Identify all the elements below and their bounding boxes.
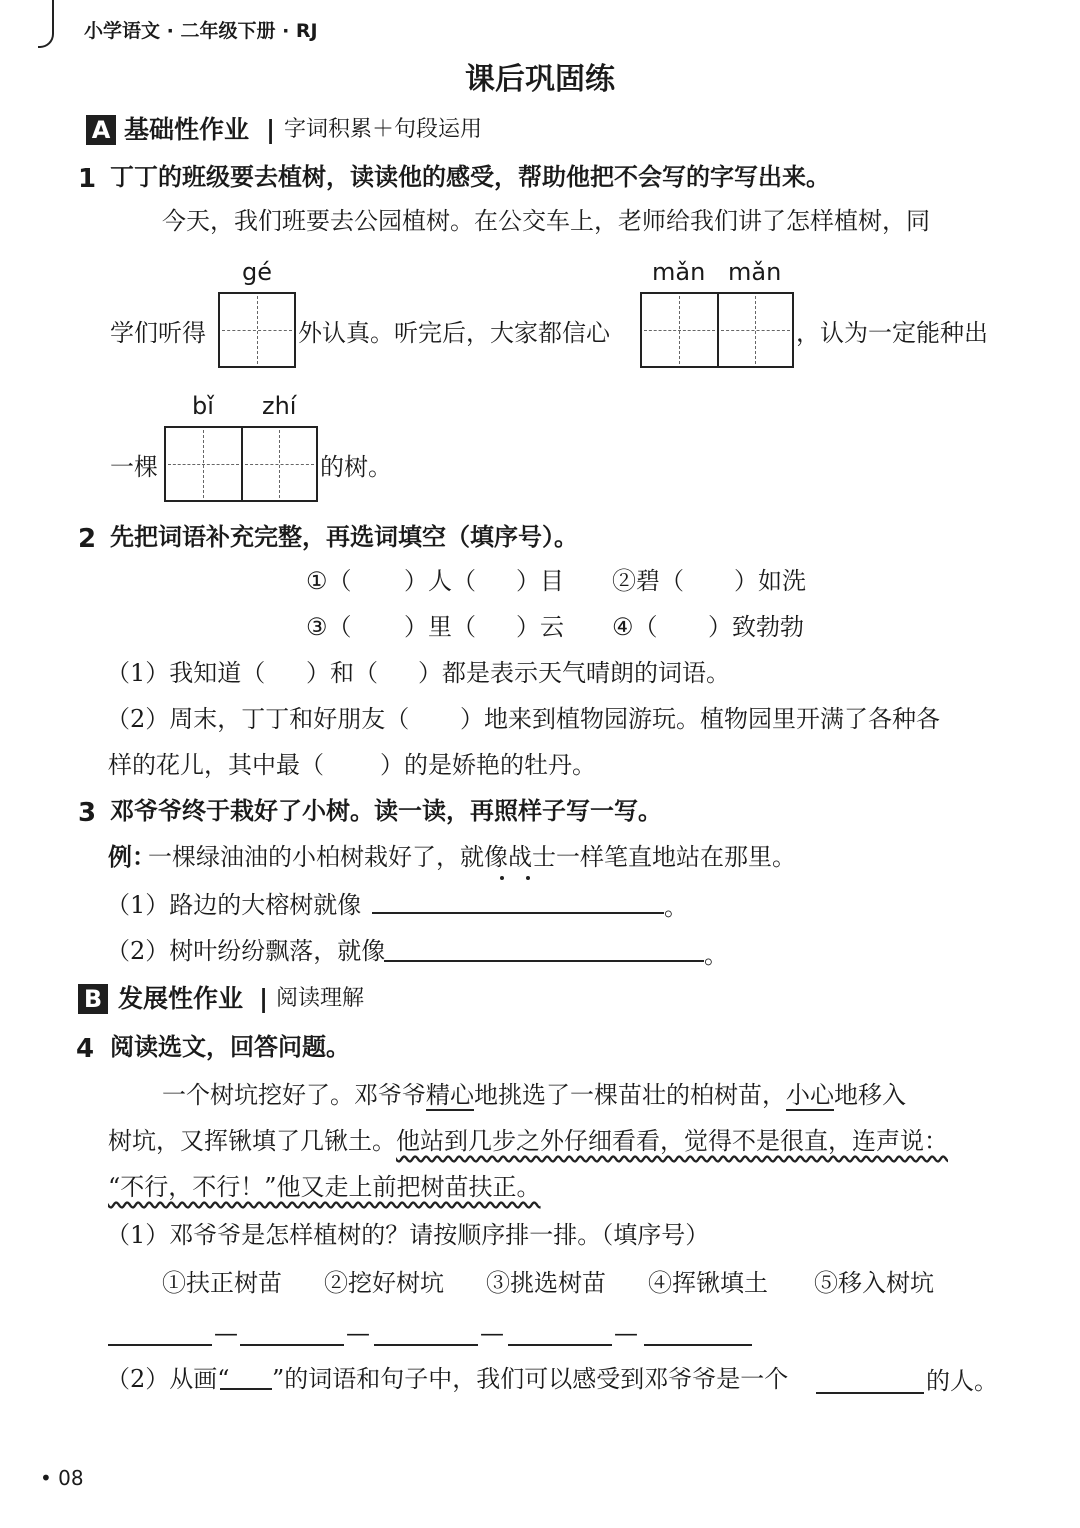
q4-question2-a: （2）从画“ xyxy=(106,1365,230,1393)
q3-example-text: 一棵绿油油的小柏树栽好了，就像战士一样笔直地站在那里。 xyxy=(148,843,796,871)
order-dash-3: — xyxy=(480,1319,504,1347)
q2-word2-a: ②碧（ xyxy=(612,567,684,595)
q1-prompt: 丁丁的班级要去植树，读读他的感受，帮助他把不会写的字写出来。 xyxy=(110,163,830,191)
emphasis-dot-2 xyxy=(526,876,530,880)
q2-sentence2-c: 样的花儿，其中最（ xyxy=(108,751,324,779)
book-header: 小学语文 · 二年级下册 · RJ xyxy=(84,20,318,42)
q4-p1-c: 地移入 xyxy=(834,1081,906,1109)
q3-answer-line-2[interactable] xyxy=(384,960,704,962)
q3-answer-line-1[interactable] xyxy=(372,912,664,914)
q2-word2-b: ）如洗 xyxy=(734,567,806,595)
q2-sentence2-b: ）地来到植物园游玩。植物园里开满了各种各 xyxy=(460,705,940,733)
order-dash-4: — xyxy=(614,1319,638,1347)
pinyin-man-1: mǎn xyxy=(652,258,706,286)
section-a-badge: A xyxy=(86,115,116,145)
q1-passage-line2-c: ，认为一定能种出 xyxy=(796,319,988,347)
order-blank-4[interactable] xyxy=(508,1344,612,1346)
q2-word4-b: ）致勃勃 xyxy=(708,613,804,641)
q2-prompt: 先把词语补充完整，再选词填空（填序号）。 xyxy=(110,523,578,551)
q1-passage-line2-a: 学们听得 xyxy=(110,319,206,347)
section-b-badge: B xyxy=(78,984,108,1014)
q2-number: 2 xyxy=(78,524,97,554)
section-a-subtitle: 字词积累＋句段运用 xyxy=(284,117,483,142)
q2-sentence1-a: （1）我知道（ xyxy=(106,659,266,687)
q2-word4-a: ④（ xyxy=(612,613,658,641)
order-dash-2: — xyxy=(346,1319,370,1347)
order-blank-5[interactable] xyxy=(644,1344,752,1346)
writing-box-bizhi[interactable] xyxy=(164,426,318,502)
q4-passage-line1 xyxy=(162,1080,906,1110)
page-corner-mark xyxy=(38,0,54,48)
writing-box-manman[interactable] xyxy=(640,292,794,368)
order-blank-1[interactable] xyxy=(108,1344,212,1346)
q4-p3-wavy: “不行，不行！”他又走上前把树苗扶正。 xyxy=(108,1173,541,1201)
q1-passage-line3-b: 的树。 xyxy=(320,453,392,481)
q3-prompt: 邓爷爷终于栽好了小树。读一读，再照样子写一写。 xyxy=(110,797,662,825)
q4-p1-a: 一个树坑挖好了。邓爷爷 xyxy=(162,1081,426,1109)
pinyin-man-2: mǎn xyxy=(728,258,782,286)
q2-word1-c: ）目 xyxy=(516,567,564,595)
q2-word1-a: ①（ xyxy=(306,567,352,595)
q4-answer-line-2[interactable] xyxy=(816,1392,924,1394)
q2-sentence1-c: ）都是表示天气晴朗的词语。 xyxy=(418,659,730,687)
q4-p2-a: 树坑，又挥锹填了几锹土。 xyxy=(108,1127,396,1155)
q3-example-label: 例： xyxy=(108,843,156,871)
q2-word1-b: ）人（ xyxy=(404,567,476,595)
section-b-title: 发展性作业 xyxy=(118,984,244,1013)
q2-word3-c: ）云 xyxy=(516,613,564,641)
q1-number: 1 xyxy=(78,164,97,194)
q4-option-4: ④挥锹填土 xyxy=(648,1269,768,1297)
order-dash-1: — xyxy=(214,1319,238,1347)
q1-passage-line2-b: 外认真。听完后，大家都信心 xyxy=(298,319,610,347)
order-blank-3[interactable] xyxy=(374,1344,478,1346)
q4-question2-mark-line xyxy=(220,1388,272,1390)
q3-sentence2-end: 。 xyxy=(704,941,728,969)
section-b-separator: | xyxy=(259,984,269,1013)
q2-word3-a: ③（ xyxy=(306,613,352,641)
q2-word3-b: ）里（ xyxy=(404,613,476,641)
pinyin-zhi: zhí xyxy=(262,392,297,420)
q4-option-1: ①扶正树苗 xyxy=(162,1269,282,1297)
q2-sentence2-a: （2）周末，丁丁和好朋友（ xyxy=(106,705,410,733)
section-a-title: 基础性作业 xyxy=(124,115,250,144)
q4-question2-b: ”的词语和句子中，我们可以感受到邓爷爷是一个 xyxy=(272,1365,789,1393)
q4-prompt: 阅读选文，回答问题。 xyxy=(110,1033,350,1061)
q3-sentence1-end: 。 xyxy=(664,893,688,921)
writing-box-ge[interactable] xyxy=(218,292,296,368)
q3-number: 3 xyxy=(78,798,97,828)
q4-p2-wavy: 他站到几步之外仔细看看，觉得不是很直，连声说： xyxy=(396,1127,948,1155)
q1-passage-line3-a: 一棵 xyxy=(110,453,158,481)
q4-option-5: ⑤移入树坑 xyxy=(814,1269,934,1297)
q4-question2-c: 的人。 xyxy=(926,1367,998,1395)
order-blank-2[interactable] xyxy=(240,1344,344,1346)
q4-p1-b: 地挑选了一棵苗壮的柏树苗， xyxy=(474,1081,786,1109)
pinyin-bi: bǐ xyxy=(192,392,214,420)
q4-p1-underlined-jingxin: 精心 xyxy=(426,1081,474,1109)
q3-sentence2: （2）树叶纷纷飘落，就像 xyxy=(106,937,386,965)
q4-option-3: ③挑选树苗 xyxy=(486,1269,606,1297)
q2-sentence2-d: ）的是娇艳的牡丹。 xyxy=(380,751,596,779)
section-b-subtitle: 阅读理解 xyxy=(276,986,365,1011)
q4-number: 4 xyxy=(76,1034,95,1064)
emphasis-dot-1 xyxy=(500,876,504,880)
q4-p1-underlined-xiaoxin: 小心 xyxy=(786,1081,834,1109)
q4-question1: （1）邓爷爷是怎样植树的？请按顺序排一排。（填序号） xyxy=(106,1221,710,1249)
page-number: • 08 xyxy=(40,1466,84,1490)
q3-sentence1: （1）路边的大榕树就像 xyxy=(106,891,362,919)
section-a-separator: | xyxy=(266,115,276,144)
q4-option-2: ②挖好树坑 xyxy=(324,1269,444,1297)
q2-sentence1-b: ）和（ xyxy=(306,659,378,687)
q4-passage-line3 xyxy=(108,1172,541,1202)
pinyin-ge: gé xyxy=(242,258,272,286)
q4-passage-line2 xyxy=(108,1126,948,1156)
page-title: 课后巩固练 xyxy=(465,62,615,97)
q1-passage-line1: 今天，我们班要去公园植树。在公交车上，老师给我们讲了怎样植树，同 xyxy=(162,207,930,235)
